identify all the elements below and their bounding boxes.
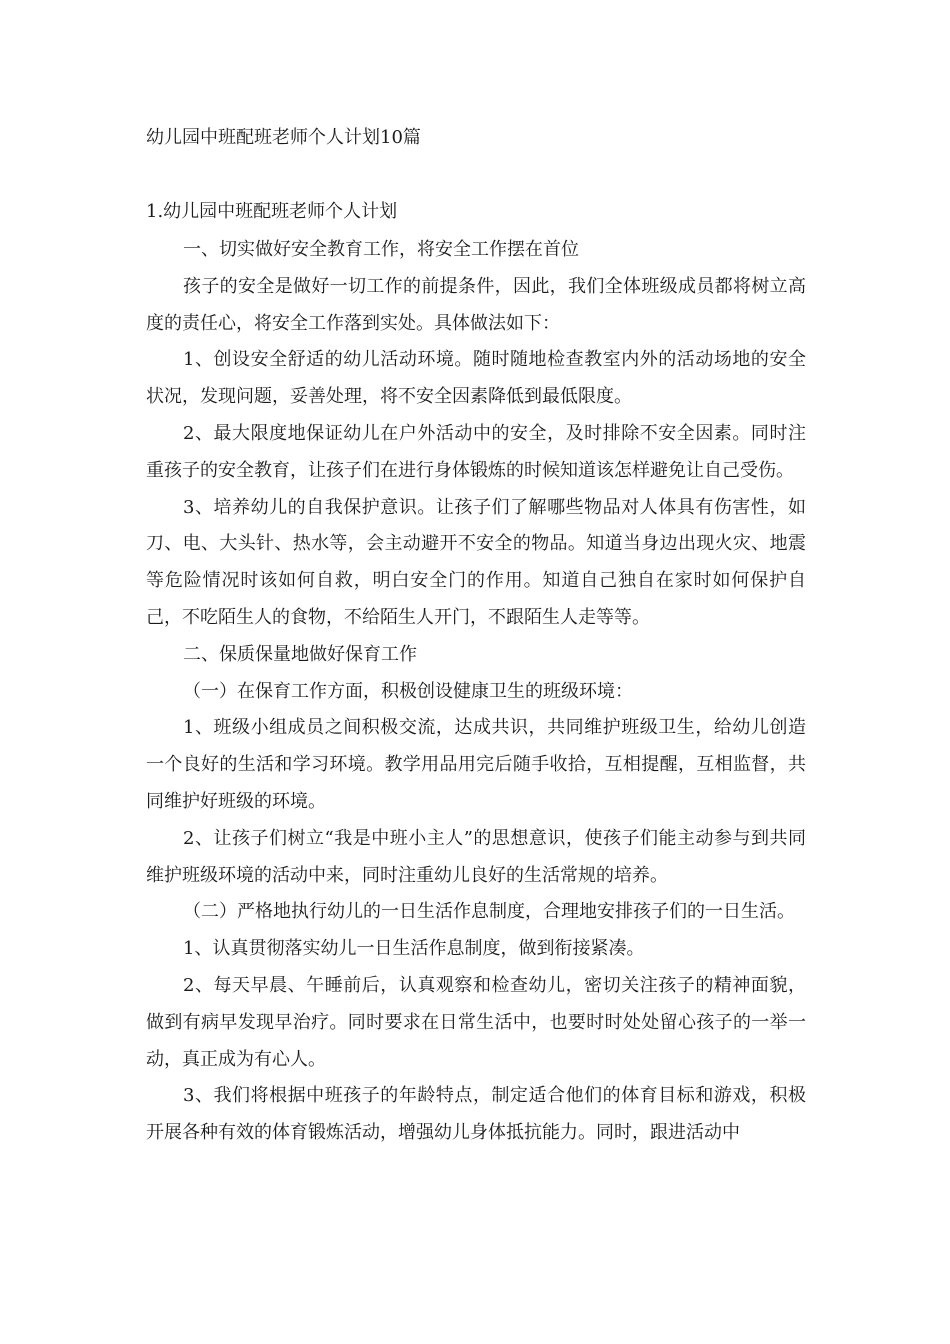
paragraph: 1、创设安全舒适的幼儿活动环境。随时随地检查教室内外的活动场地的安全状况，发现问题，妥善处理，将不安全因素降低到最低限度。: [146, 349, 806, 408]
paragraph: 2、每天早晨、午睡前后，认真观察和检查幼儿，密切关注孩子的精神面貌，做到有病早发现早治疗。同时要求在日常生活中，也要时时处处留心孩子的一举一动，真正成为有心人。: [146, 974, 806, 1070]
paragraph: 3、我们将根据中班孩子的年龄特点，制定适合他们的体育目标和游戏，积极开展各种有效的体育锻炼活动，增强幼儿身体抵抗能力。同时，跟进活动中: [146, 1085, 806, 1144]
section-heading: 1.幼儿园中班配班老师个人计划: [146, 201, 398, 222]
paragraph: 一、切实做好安全教育工作，将安全工作摆在首位: [183, 239, 579, 260]
paragraph: 3、培养幼儿的自我保护意识。让孩子们了解哪些物品对人体具有伤害性，如刀、电、大头针、热水等，会主动避开不安全的物品。知道当身边出现火灾、地震等危险情况时该如何自救，明白安全门的作用。知道自己独自在家时如何保护自己，不吃陌生人的食物，不给陌生人开门，不跟陌生人走等等。: [146, 496, 806, 628]
paragraph: 二、保质保量地做好保育工作: [183, 643, 417, 665]
document-title: 幼儿园中班配班老师个人计划10篇: [146, 127, 421, 148]
document-body: [146, 232, 806, 1152]
paragraph: 孩子的安全是做好一切工作的前提条件，因此，我们全体班级成员都将树立高度的责任心，将安全工作落到实处。具体做法如下：: [146, 275, 806, 334]
paragraph: （一）在保育工作方面，积极创设健康卫生的班级环境：: [183, 680, 633, 702]
paragraph: 1、认真贯彻落实幼儿一日生活作息制度，做到衔接紧凑。: [183, 938, 645, 960]
paragraph: 1、班级小组成员之间积极交流，达成共识，共同维护班级卫生，给幼儿创造一个良好的生活和学习环境。教学用品用完后随手收拾，互相提醒，互相监督，共同维护好班级的环境。: [146, 717, 806, 812]
paragraph: 2、让孩子们树立“我是中班小主人”的思想意识，使孩子们能主动参与到共同维护班级环境的活动中来，同时注重幼儿良好的生活常规的培养。: [146, 827, 806, 886]
paragraph: （二）严格地执行幼儿的一日生活作息制度，合理地安排孩子们的一日生活。: [183, 901, 795, 923]
paragraph: 2、最大限度地保证幼儿在户外活动中的安全，及时排除不安全因素。同时注重孩子的安全教育，让孩子们在进行身体锻炼的时候知道该怎样避免让自己受伤。: [146, 422, 806, 481]
